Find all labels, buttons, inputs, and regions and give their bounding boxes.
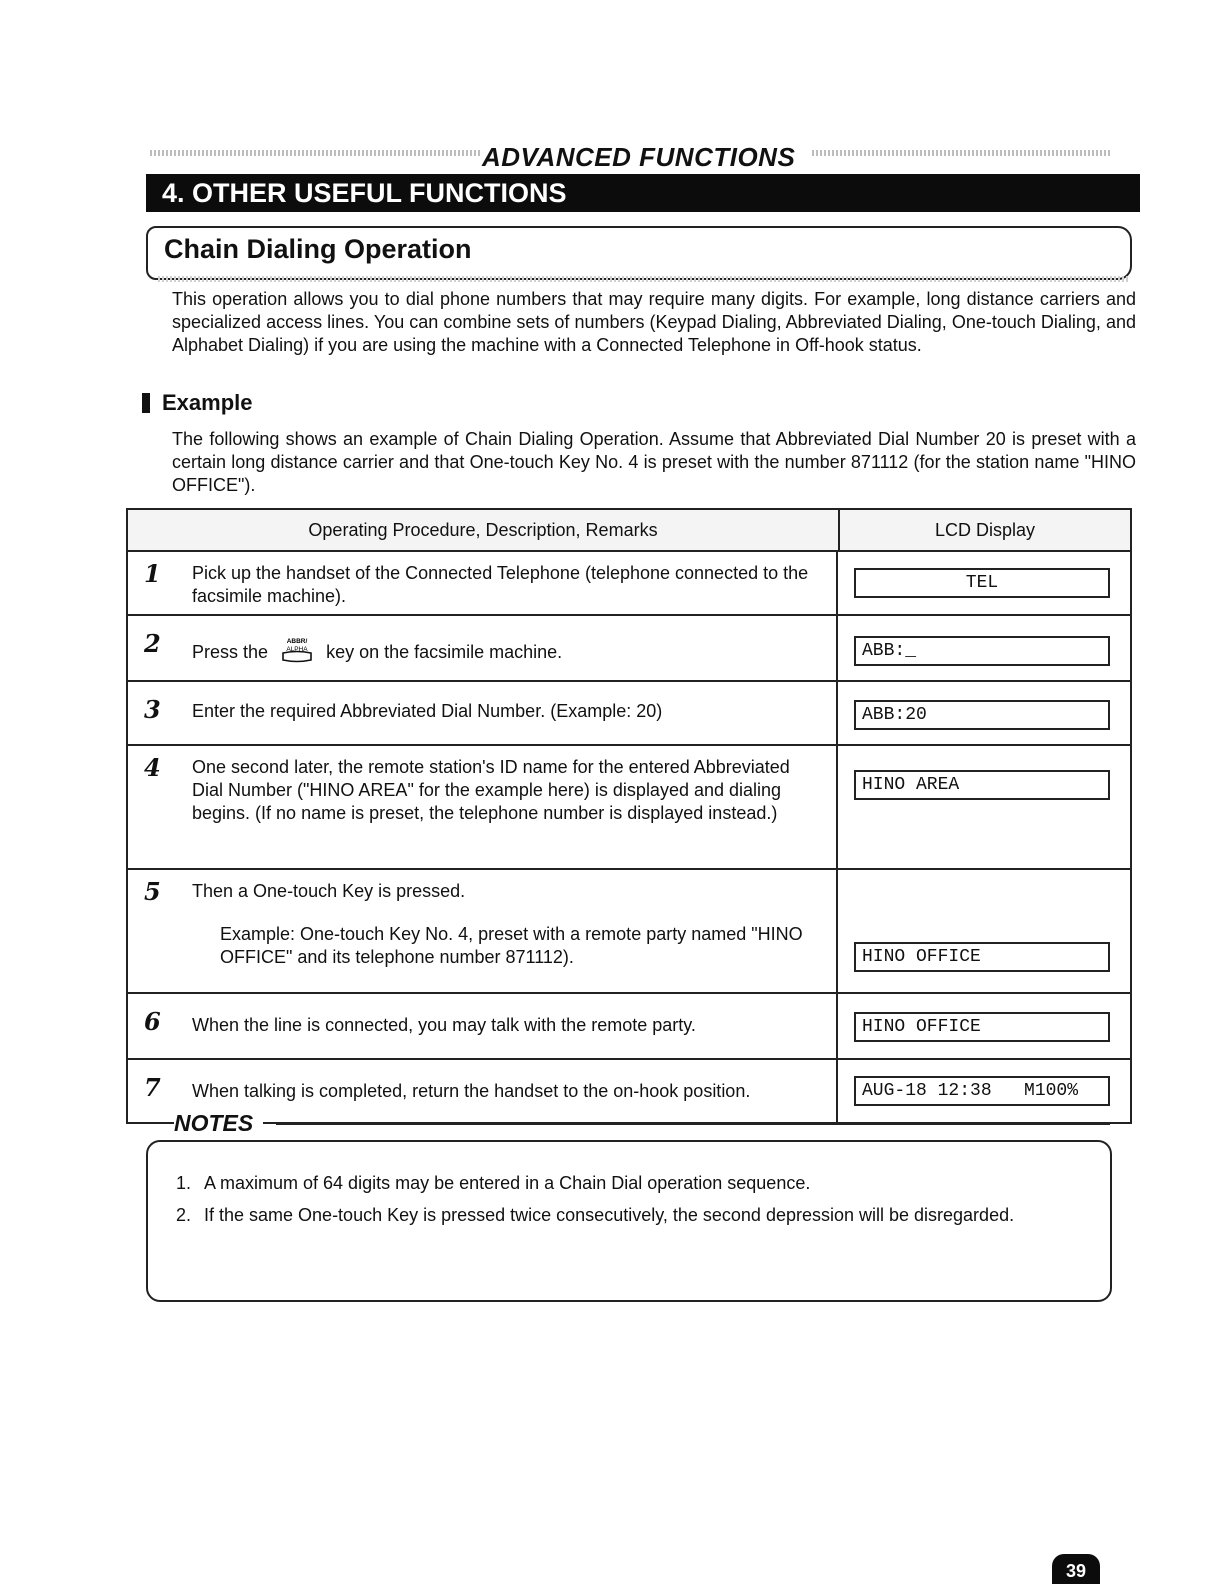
step-number: 7 — [144, 1073, 161, 1102]
lcd-display: HINO OFFICE — [854, 942, 1110, 972]
lcd-column-header: LCD Display — [934, 520, 1036, 540]
step-description — [128, 870, 838, 992]
step-description — [128, 746, 838, 868]
table-header — [128, 510, 1130, 552]
lcd-display: HINO AREA — [854, 770, 1110, 800]
header-dotted-rule-left — [150, 150, 480, 156]
example-heading — [142, 390, 253, 416]
page-number: 39 — [1052, 1554, 1100, 1584]
notes-box — [146, 1110, 1112, 1302]
lcd-display: AUG-18 12:38 M100% — [854, 1076, 1110, 1106]
step-text-after: key on the facsimile machine. — [326, 642, 563, 662]
lcd-cell — [838, 994, 1130, 1058]
running-header — [150, 142, 1140, 172]
lcd-display: ABB:_ — [854, 636, 1110, 666]
step-number: 3 — [144, 695, 161, 724]
note-number: 2. — [176, 1205, 192, 1225]
lcd-cell — [838, 870, 1130, 992]
running-header-text: ADVANCED FUNCTIONS — [482, 142, 796, 172]
step-text: When talking is completed, return the handset to the on-hook position. — [192, 1081, 751, 1101]
notes-rule — [276, 1123, 1110, 1125]
step-text: Pick up the handset of the Connected Telephone (telephone connected to the facsimile machine). — [192, 563, 809, 606]
heading-bar-icon — [142, 393, 150, 413]
header-dotted-rule-right — [812, 150, 1112, 156]
note-number: 1. — [176, 1173, 192, 1193]
lcd-display: TEL — [854, 568, 1110, 598]
lcd-display: ABB:20 — [854, 700, 1110, 730]
step-number: 5 — [144, 877, 161, 906]
steps-table — [126, 508, 1132, 1124]
table-row — [128, 746, 1130, 870]
step-number: 4 — [144, 753, 161, 782]
chapter-banner: 4. OTHER USEFUL FUNCTIONS — [146, 174, 1140, 212]
example-paragraph: The following shows an example of Chain Dialing Operation. Assume that Abbreviated Dial Number 20 is preset with a certain long distance carrier and that One-touch Key No. 4 is preset with the number 871112 (for the station name "HINO OFFICE"). — [172, 429, 1136, 495]
step-number: 2 — [144, 629, 161, 658]
step-description — [128, 682, 838, 744]
intro-paragraph: This operation allows you to dial phone numbers that may require many digits. For example, long distance carriers and specialized access lines. You can combine sets of numbers (Keypad Dialing, Abbreviated Dialing, One-touch Dialing, and Alphabet Dialing) if you are using the machine with a Connected Telephone in Off-hook status. — [172, 289, 1136, 355]
section-title: Chain Dialing Operation — [164, 234, 472, 264]
step-description — [128, 994, 838, 1058]
table-row — [128, 552, 1130, 616]
lcd-display: HINO OFFICE — [854, 1012, 1110, 1042]
notes-label: NOTES — [174, 1110, 263, 1137]
note-text: A maximum of 64 digits may be entered in a Chain Dial operation sequence. — [204, 1173, 811, 1193]
step-text: When the line is connected, you may talk with the remote party. — [192, 1015, 696, 1035]
table-row — [128, 616, 1130, 682]
example-heading-text: Example — [162, 390, 253, 415]
note-item — [176, 1204, 1086, 1226]
note-text: If the same One-touch Key is pressed twice consecutively, the second depression will be disregarded. — [204, 1205, 1015, 1225]
lcd-cell — [838, 552, 1130, 614]
procedure-column-header: Operating Procedure, Description, Remarks — [128, 510, 840, 550]
table-row — [128, 1060, 1130, 1122]
step-description — [128, 616, 838, 680]
section-title-shadow — [158, 276, 1130, 282]
table-row — [128, 682, 1130, 746]
note-item — [176, 1172, 1086, 1194]
table-row — [128, 870, 1130, 994]
abbr-key-label-top: ABBR/ — [286, 638, 308, 645]
table-row — [128, 994, 1130, 1060]
step-text-before: Press the — [192, 642, 269, 662]
section-title-box — [146, 226, 1132, 280]
step-text: Enter the required Abbreviated Dial Number. (Example: 20) — [192, 701, 663, 721]
step-text: One second later, the remote station's ID name for the entered Abbreviated Dial Number ("HINO AREA" for the example here) is displayed and dialing begins. (If no name is preset, the telephone number is displayed instead.) — [192, 757, 790, 823]
lcd-cell — [838, 682, 1130, 744]
lcd-cell — [838, 746, 1130, 868]
step-number: 1 — [144, 559, 161, 588]
step-number: 6 — [144, 1007, 161, 1036]
lcd-cell — [838, 616, 1130, 680]
step-example: Example: One-touch Key No. 4, preset with a remote party named "HINO OFFICE" and its telephone number 871112). — [220, 924, 803, 967]
lcd-cell — [838, 1060, 1130, 1122]
step-description — [128, 552, 838, 614]
abbr-alpha-key-icon — [277, 636, 317, 670]
abbr-key-label-bottom: ALPHA — [286, 646, 308, 653]
step-text: Then a One-touch Key is pressed. — [192, 881, 466, 901]
